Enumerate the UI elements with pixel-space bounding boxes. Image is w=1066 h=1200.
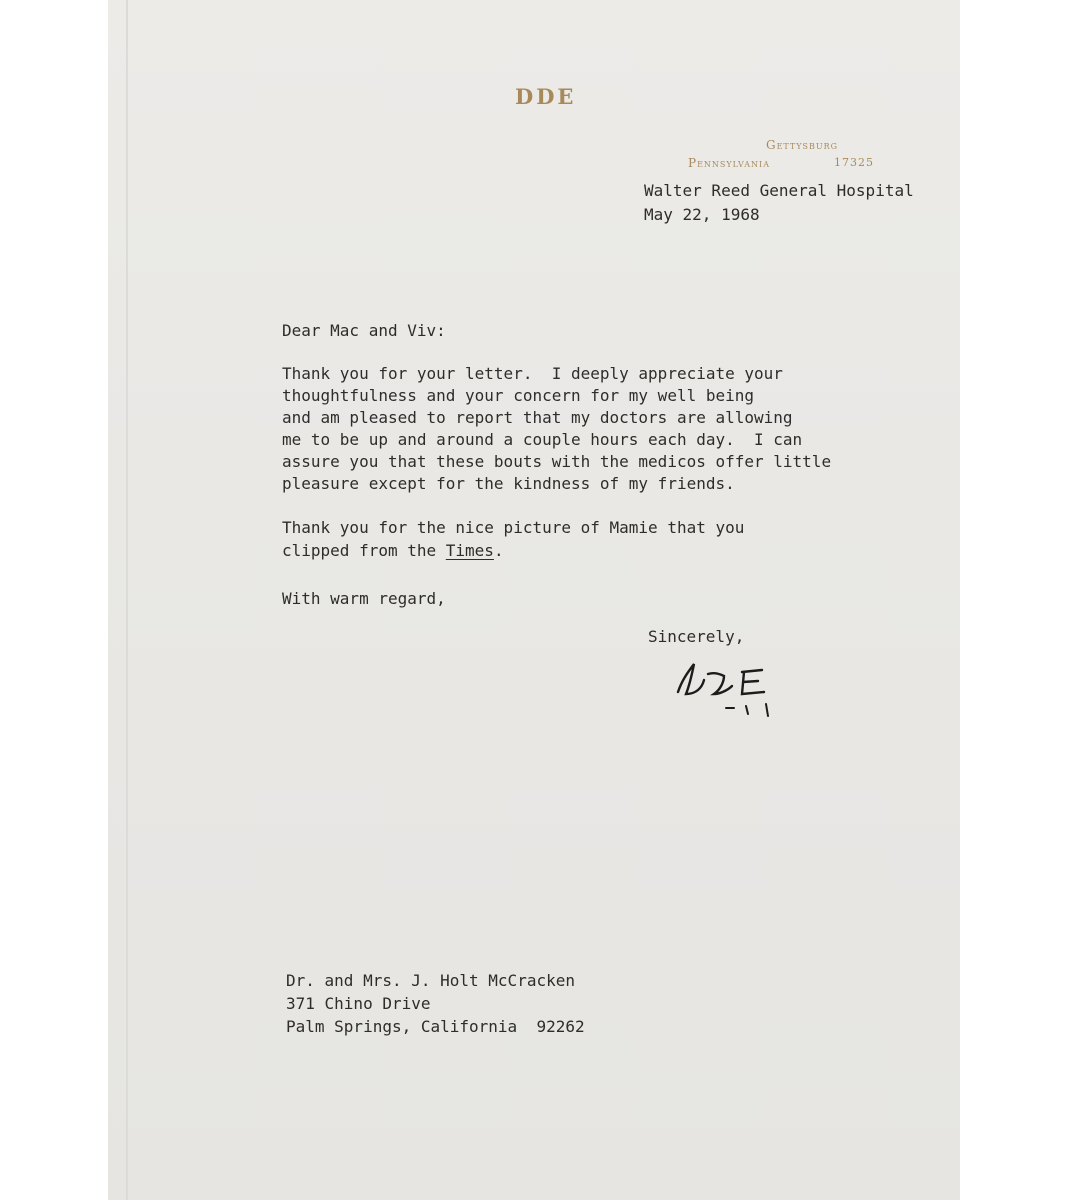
body-text: clipped from the xyxy=(282,541,446,560)
body-line: assure you that these bouts with the medicos offer little xyxy=(282,452,832,471)
letter-date: May 22, 1968 xyxy=(644,205,760,224)
header-location: Walter Reed General Hospital xyxy=(644,181,914,200)
body-line: thoughtfulness and your concern for my well being xyxy=(282,386,755,405)
body-line: me to be up and around a couple hours each day. I can xyxy=(282,430,803,449)
letterhead-state: Pennsylvania xyxy=(688,156,770,170)
body-line: Thank you for your letter. I deeply appreciate your xyxy=(282,364,783,383)
handwritten-signature xyxy=(668,650,788,730)
letterhead-zip: 17325 xyxy=(834,156,874,169)
letterhead-city: Gettysburg xyxy=(766,138,839,152)
letterhead-monogram: DDE xyxy=(515,84,577,109)
salutation: Dear Mac and Viv: xyxy=(282,321,446,340)
paper-edge xyxy=(126,0,128,1200)
body-line: pleasure except for the kindness of my friends. xyxy=(282,474,735,493)
body-text: . xyxy=(493,541,504,560)
newspaper-title: Times xyxy=(445,541,494,560)
recipient-name: Dr. and Mrs. J. Holt McCracken xyxy=(286,971,575,990)
recipient-city: Palm Springs, California 92262 xyxy=(286,1017,585,1036)
body-line: Thank you for the nice picture of Mamie that you xyxy=(282,518,745,537)
body-line: and am pleased to report that my doctors are allowing xyxy=(282,408,793,427)
recipient-street: 371 Chino Drive xyxy=(286,994,431,1013)
body-line-with-title xyxy=(282,541,504,560)
sign-off: Sincerely, xyxy=(648,627,745,646)
closing-regard: With warm regard, xyxy=(282,589,446,608)
